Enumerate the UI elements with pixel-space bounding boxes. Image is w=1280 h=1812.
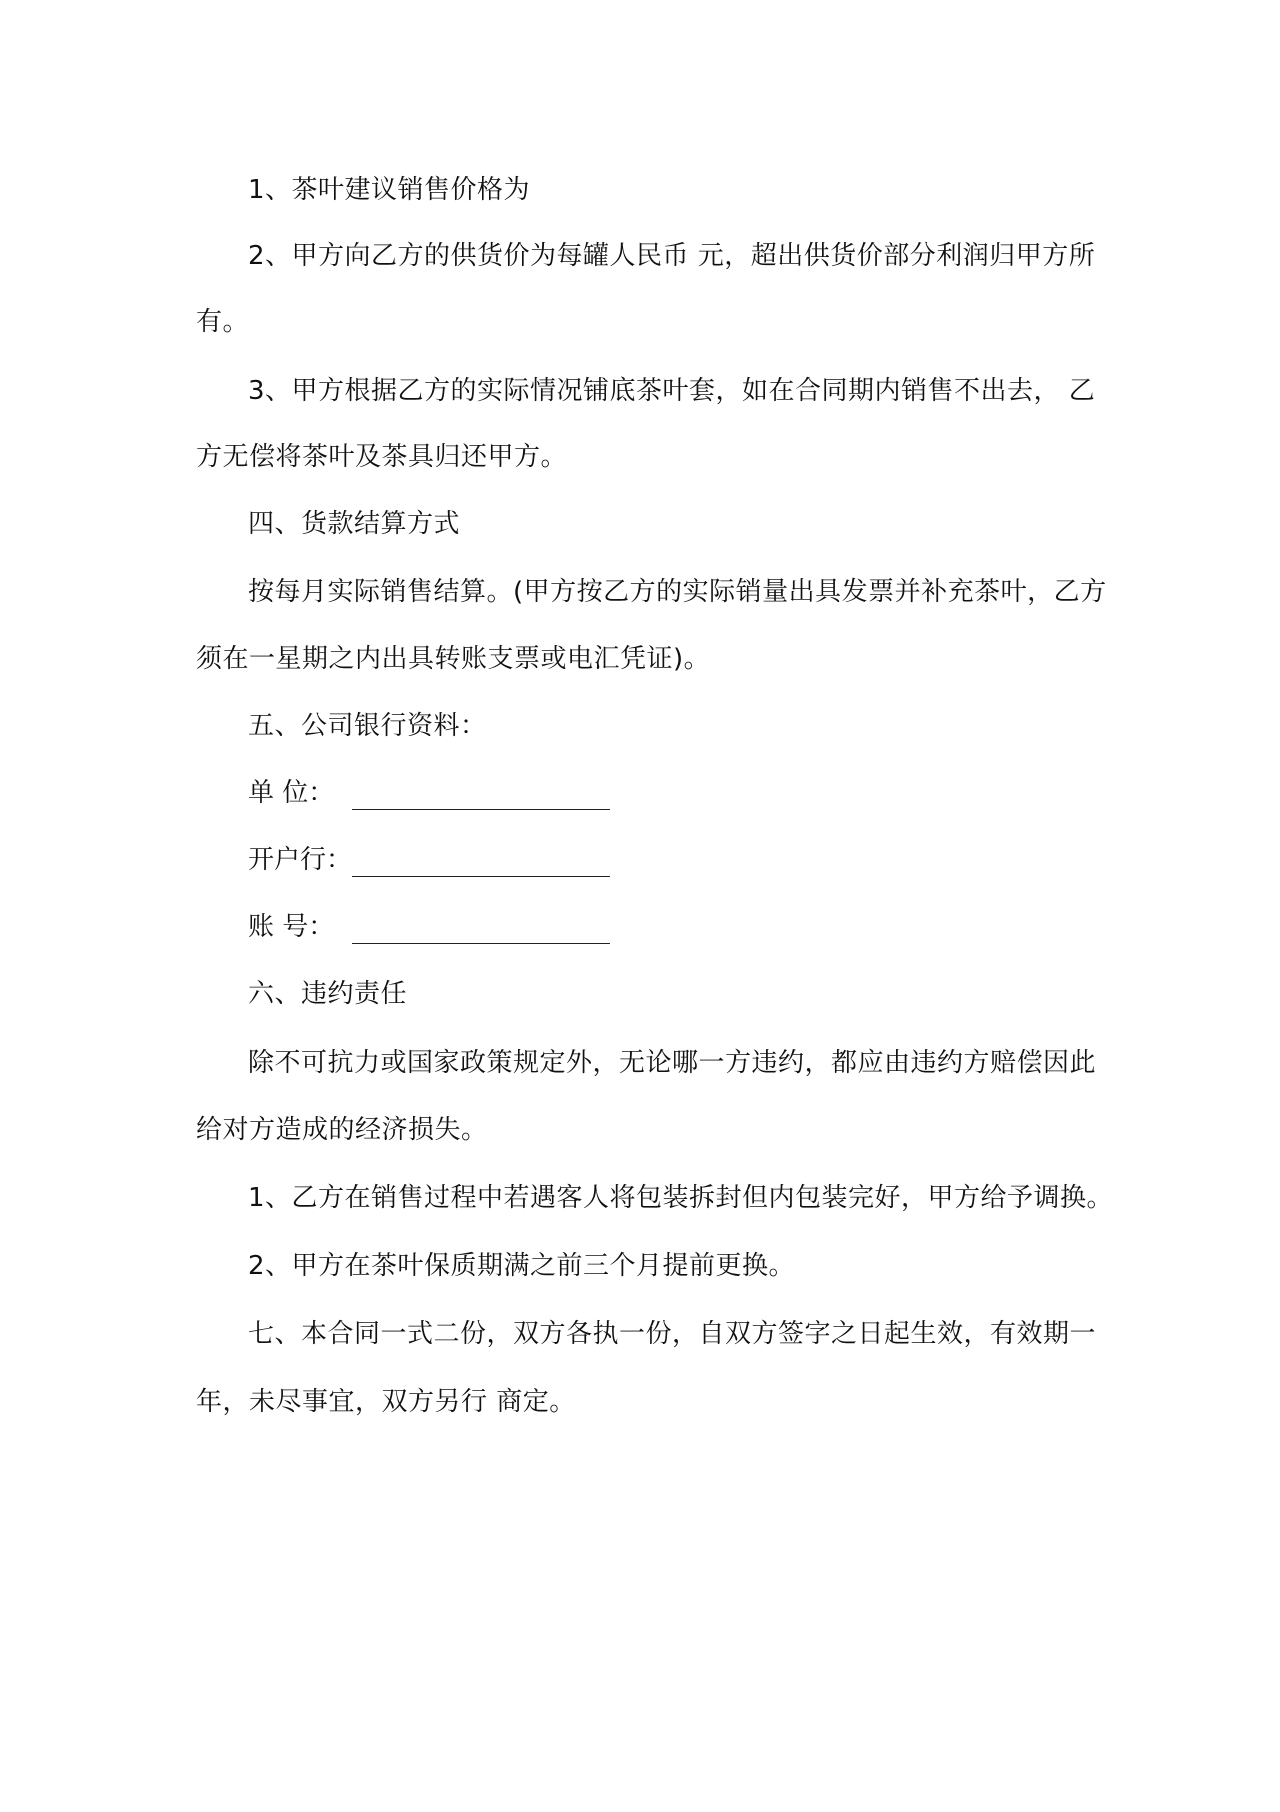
section-6-body-line-1: 除不可抗力或国家政策规定外，无论哪一方违约，都应由违约方赔偿因此 (248, 1048, 1097, 1078)
bank-name-label: 开户行： (248, 845, 353, 875)
section-6-item-2: 2、甲方在茶叶保质期满之前三个月提前更换。 (248, 1251, 796, 1281)
bank-name-row (248, 842, 352, 882)
bank-account-label: 账 号： (248, 912, 335, 942)
bank-unit-blank (352, 775, 610, 810)
section-6-item-1: 1、乙方在销售过程中若遇客人将包装拆封但内包装完好，甲方给予调换。 (248, 1183, 1114, 1213)
bank-account-row (248, 909, 352, 949)
section-5-title: 五、公司银行资料： (248, 711, 487, 741)
section-6-body-line-2: 给对方造成的经济损失。 (196, 1115, 488, 1145)
section-4-body-line-2: 须在一星期之内出具转账支票或电汇凭证)。 (196, 644, 711, 674)
bank-unit-row (248, 775, 352, 815)
section-4-title: 四、货款结算方式 (248, 509, 461, 539)
price-item-3-line-2: 方无偿将茶叶及茶具归还甲方。 (196, 442, 568, 472)
section-7-line-1: 七、本合同一式二份，双方各执一份，自双方签字之日起生效，有效期一 (248, 1319, 1097, 1349)
section-6-title: 六、违约责任 (248, 979, 408, 1009)
bank-name-blank (352, 842, 610, 877)
section-4-body-line-1: 按每月实际销售结算。(甲方按乙方的实际销量出具发票并补充茶叶，乙方 (248, 577, 1107, 607)
price-item-3-line-1: 3、甲方根据乙方的实际情况铺底茶叶套，如在合同期内销售不出去， 乙 (248, 376, 1096, 406)
price-item-2-line-2: 有。 (196, 307, 250, 337)
bank-account-blank (352, 909, 610, 944)
section-7-line-2: 年，未尽事宜，双方另行 商定。 (196, 1387, 576, 1417)
price-item-2-line-1: 2、甲方向乙方的供货价为每罐人民币 元，超出供货价部分利润归甲方所 (248, 241, 1096, 271)
price-item-1: 1、茶叶建议销售价格为 (248, 175, 531, 205)
bank-unit-label: 单 位： (248, 778, 335, 808)
